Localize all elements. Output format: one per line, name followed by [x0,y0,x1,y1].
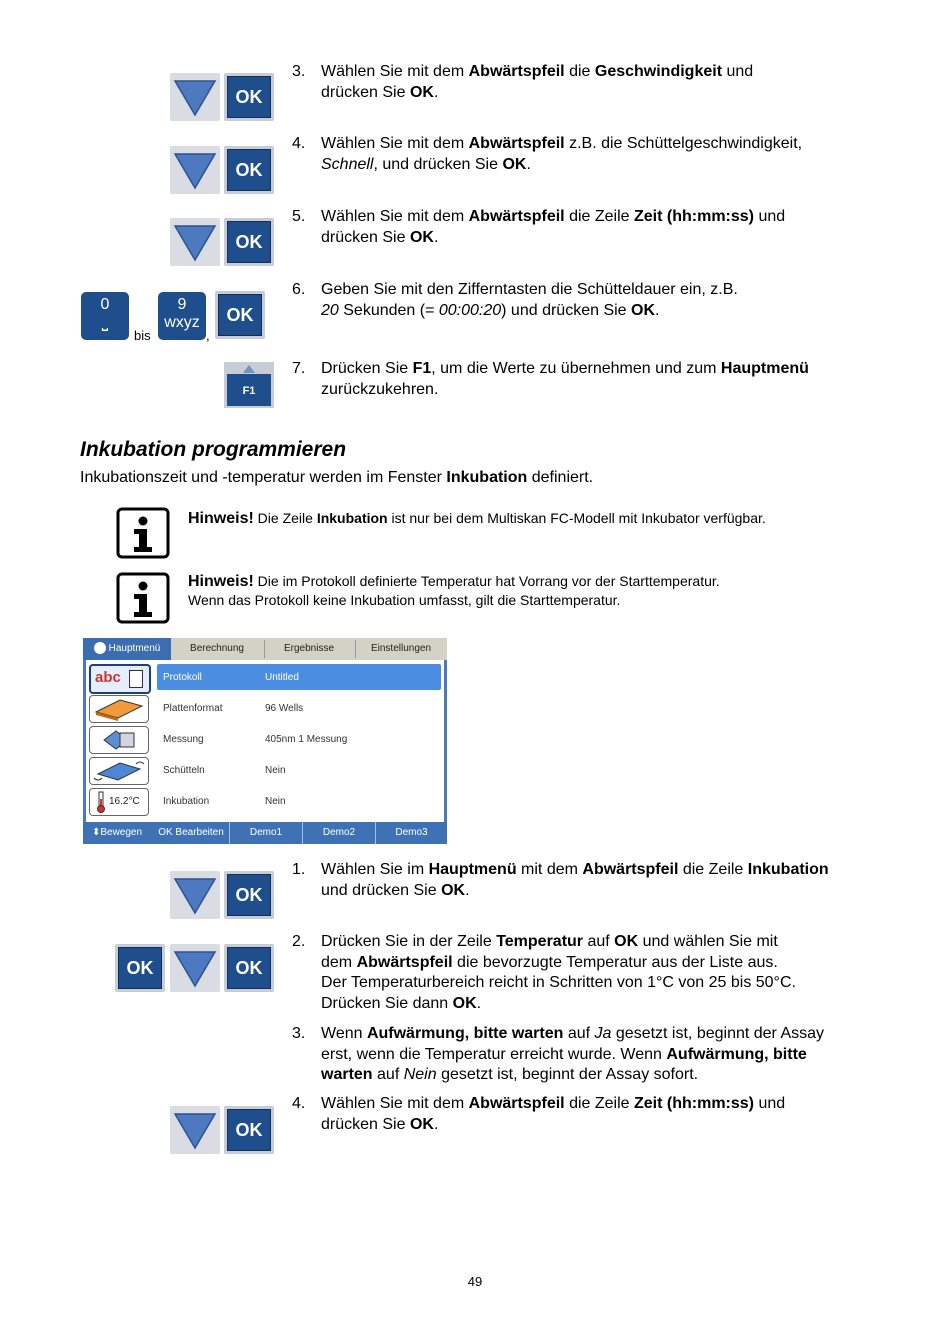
row-value: 96 Wells [265,703,304,714]
step-text: Wählen Sie mit dem Abwärtspfeil die Zeile Zeit (hh:mm:ss) und drücken Sie OK. [321,1095,786,1133]
down-arrow-key-icon [170,1106,220,1154]
down-arrow-key-icon [170,146,220,194]
note-text: Die im Protokoll definierte Temperatur hat Vorrang vor der Starttemperatur. Wenn das Protokoll keine Inkubation umfasst, gilt die Starttemperatur. [188,573,720,608]
tab-label: Einstellungen [370,643,432,654]
ok-key-icon: OK [224,944,274,992]
ok-key-icon: OK [115,944,165,992]
step-number: 3. [292,63,306,80]
down-arrow-key-icon [170,218,220,266]
zero-key-icon [81,292,129,340]
note-1 [188,509,888,528]
row-label: Inkubation [163,796,210,807]
section-heading: Inkubation programmieren [80,438,347,461]
ok-key-icon: OK [224,218,274,266]
menu-row-plattenformat[interactable] [86,691,444,721]
step-number: 7. [292,360,306,377]
ok-key-icon: OK [224,1106,274,1154]
nine-key-icon [158,292,206,340]
row-value: Nein [265,765,286,776]
note-label: Hinweis! [188,510,254,527]
tab-berechnung[interactable] [173,638,261,660]
temperature-reading: 16.2°C [109,796,140,807]
step-text: Drücken Sie F1, um die Werte zu übernehmen und zum Hauptmenü zurückzukehren. [321,360,809,398]
step-text: Drücken Sie in der Zeile Temperatur auf OK und wählen Sie mit dem Abwärtspfeil die bevorzugte Temperatur aus der Liste aus. Der Temperaturbereich reicht in Schritten von 1°C von 25 bis 50°C. Drücken Sie dann OK. [321,933,796,1012]
step-text: Wenn Aufwärmung, bitte warten auf Ja gesetzt ist, beginnt der Assay erst, wenn die Temperatur erreicht wurde. Wenn Aufwärmung, bitte warten auf Nein gesetzt ist, beginnt der Assay sofort. [321,1025,825,1083]
ok-key-icon: OK [224,146,274,194]
tab-ergebnisse[interactable] [265,638,353,660]
zero-key-label: 0 [100,296,110,313]
bis-label: bis [134,328,151,343]
f1-indicator-icon [243,365,255,373]
step-number: 2. [292,933,306,950]
step-text: Wählen Sie mit dem Abwärtspfeil die Geschwindigkeit und drücken Sie OK. [321,63,754,101]
row-value: Nein [265,796,286,807]
measure-icon [89,726,149,754]
softkey-ok-bearbeiten[interactable] [153,822,229,844]
abc-icon [89,664,151,694]
row-label: Protokoll [163,672,202,683]
shake-icon [89,757,149,785]
f1-key-label: F1 [227,374,271,406]
device-screen [83,638,447,844]
tab-label: Ergebnisse [283,643,335,654]
tab-bar [83,638,447,660]
ok-key-icon: OK [224,871,274,919]
step-number: 5. [292,208,306,225]
row-value: 405nm 1 Messung [265,734,348,745]
tab-hauptmenu[interactable] [83,638,171,660]
softkey-label: Demo2 [322,827,356,838]
note-text: Die Zeile Inkubation ist nur bei dem Multiskan FC-Modell mit Inkubator verfügbar. [253,510,766,526]
tab-label: Hauptmenü [108,643,161,654]
f1-key-icon [224,362,274,408]
plate-icon [89,695,149,723]
nine-key-label: 9 [177,296,187,313]
gear-icon [94,642,106,654]
softkey-label: Demo3 [395,827,428,838]
document-icon [129,670,143,688]
down-arrow-key-icon [170,73,220,121]
thermometer-icon [89,788,149,816]
main-menu-list [86,660,444,822]
step-number: 6. [292,281,306,298]
note-2 [188,572,888,610]
softkey-bewegen[interactable] [83,822,151,844]
softkey-label: OK Bearbeiten [158,827,224,838]
menu-row-inkubation[interactable] [86,784,444,814]
row-label: Plattenformat [163,703,223,714]
softkey-label: Demo1 [249,827,283,838]
step-text: Wählen Sie im Hauptmenü mit dem Abwärtspfeil die Zeile Inkubation und drücken Sie OK. [321,861,829,899]
tab-einstellungen[interactable] [356,638,446,660]
row-value: Untitled [265,672,299,683]
softkey-demo2[interactable] [303,822,375,844]
menu-row-messung[interactable] [86,722,444,752]
step-number: 4. [292,135,306,152]
row-label: Schütteln [163,765,205,776]
section-intro: Inkubationszeit und -temperatur werden im Fenster Inkubation definiert. [80,469,594,486]
step-number: 4. [292,1095,306,1112]
softkey-label: Bewegen [100,827,143,838]
info-icon [116,572,170,624]
softkey-demo3[interactable] [376,822,447,844]
space-symbol: ⎵ [101,314,109,331]
abc-icon-text: abc [95,669,121,686]
menu-row-schutteln[interactable] [86,753,444,783]
page-number: 49 [467,1274,483,1289]
down-arrow-key-icon [170,871,220,919]
step-text: Geben Sie mit den Zifferntasten die Schütteldauer ein, z.B. 20 Sekunden (= 00:00:20) und drücken Sie OK. [321,281,738,319]
note-label: Hinweis! [188,573,254,590]
ok-key-icon: OK [224,73,274,121]
tab-label: Berechnung [190,643,244,654]
ok-key-icon: OK [215,291,265,339]
softkey-bar [83,822,447,844]
step-number: 3. [292,1025,306,1042]
nine-key-letters: wxyz [164,314,200,331]
info-icon [116,507,170,559]
step-text: Wählen Sie mit dem Abwärtspfeil z.B. die Schüttelgeschwindigkeit, Schnell, und drücken Sie OK. [321,135,803,173]
softkey-demo1[interactable] [230,822,302,844]
menu-row-protokoll[interactable] [86,660,444,690]
comma-label: , [206,328,210,343]
step-number: 1. [292,861,306,878]
down-arrow-key-icon [170,944,220,992]
row-label: Messung [163,734,204,745]
step-text: Wählen Sie mit dem Abwärtspfeil die Zeile Zeit (hh:mm:ss) und drücken Sie OK. [321,208,786,246]
up-down-arrows-icon: ⬍ [91,827,101,838]
